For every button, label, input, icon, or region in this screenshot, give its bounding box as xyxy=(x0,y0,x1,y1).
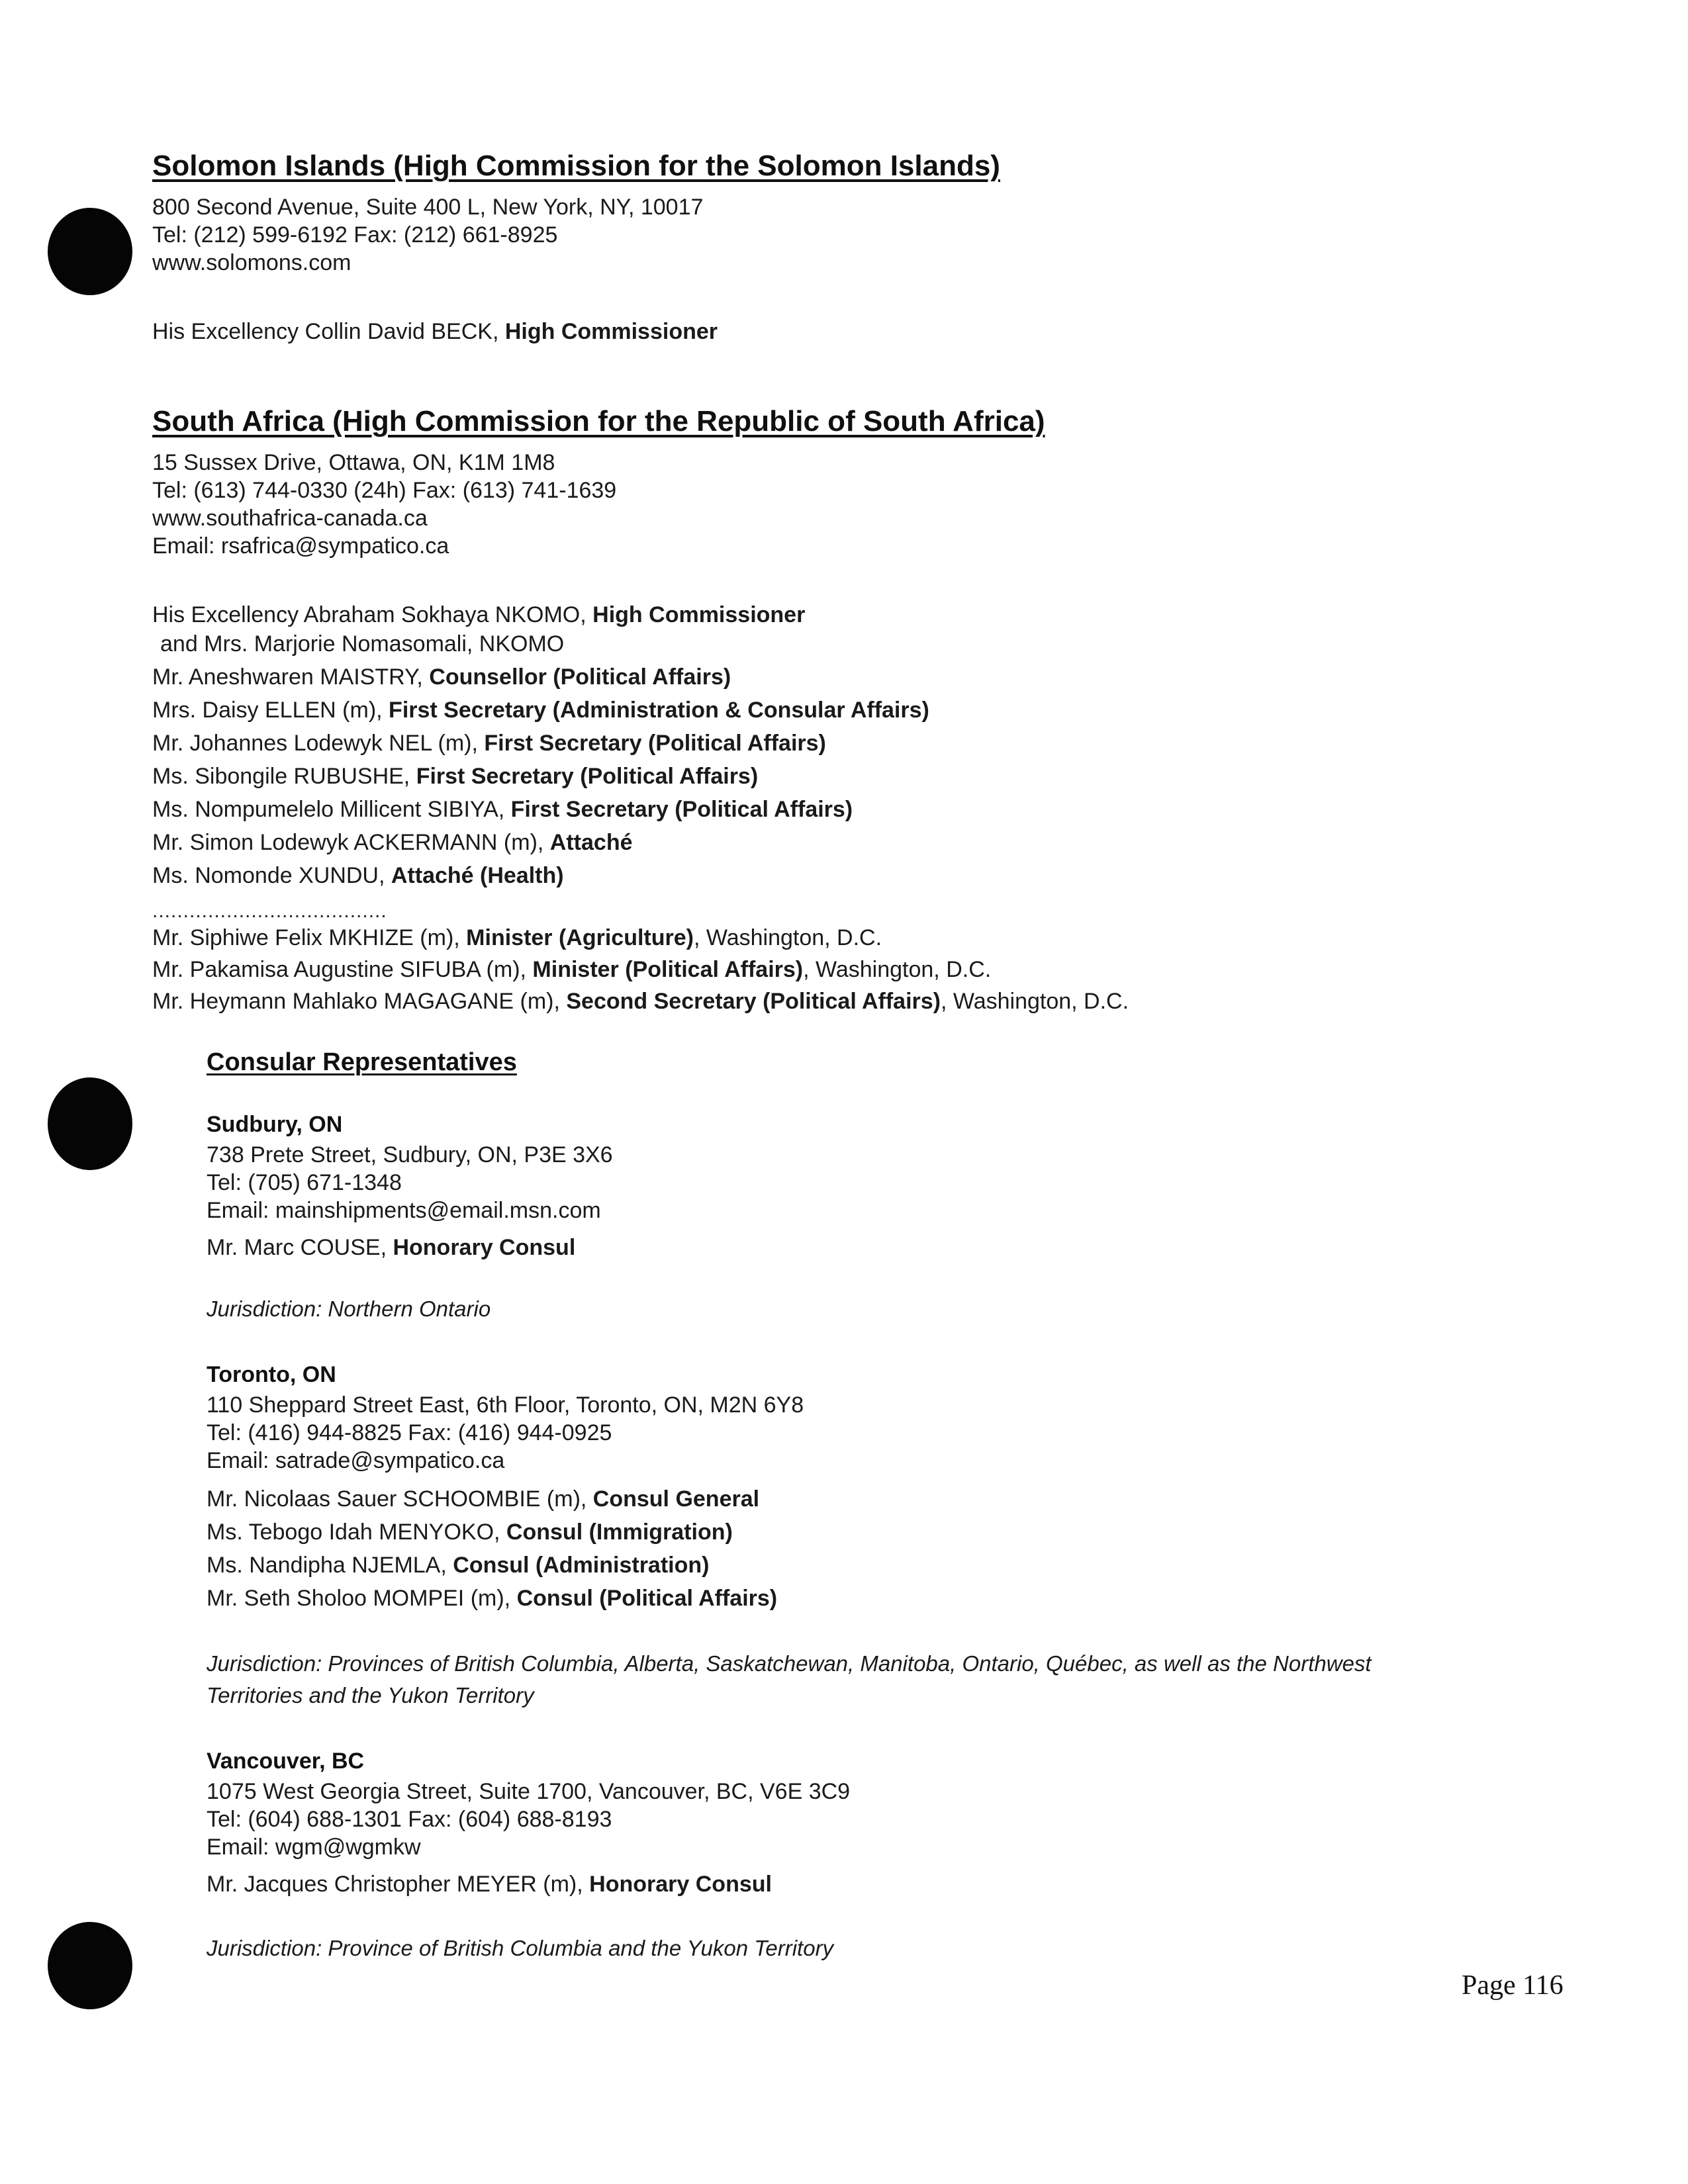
staff-row xyxy=(152,862,564,889)
person-title: Attaché xyxy=(549,830,633,855)
person-name: Mr. Johannes Lodewyk NEL (m), xyxy=(152,731,485,756)
office-email: Email: mainshipments@email.msn.com xyxy=(207,1198,601,1223)
south-africa-heading: South Africa (High Commission for the Republic of South Africa) xyxy=(152,405,1045,437)
person-title: Minister (Political Affairs) xyxy=(532,957,804,982)
person-title: Minister (Agriculture) xyxy=(466,925,694,950)
person-name: Mr. Aneshwaren MAISTRY, xyxy=(152,664,430,690)
person-title: Honorary Consul xyxy=(589,1872,772,1897)
office-tel: Tel: (705) 671-1348 xyxy=(207,1170,402,1195)
person-location: , Washington, D.C. xyxy=(803,957,992,982)
solomon-address: 800 Second Avenue, Suite 400 L, New York, NY, 10017 xyxy=(152,195,704,220)
person-name: Ms. Nompumelelo Millicent SIBIYA, xyxy=(152,797,511,822)
person-name: Mr. Simon Lodewyk ACKERMANN (m), xyxy=(152,830,550,855)
consular-heading: Consular Representatives xyxy=(207,1048,517,1076)
person-title: High Commissioner xyxy=(504,319,718,344)
office-tel: Tel: (416) 944-8825 Fax: (416) 944-0925 xyxy=(207,1420,612,1445)
staff-row xyxy=(152,829,633,856)
person-title: First Secretary (Political Affairs) xyxy=(484,731,826,756)
solomon-tel-fax: Tel: (212) 599-6192 Fax: (212) 661-8925 xyxy=(152,222,558,248)
person-title: Counsellor (Political Affairs) xyxy=(429,664,731,690)
office-jurisdiction: Jurisdiction: Northern Ontario xyxy=(207,1297,491,1321)
office-person xyxy=(207,1518,733,1546)
person-title: Attaché (Health) xyxy=(391,863,564,888)
staff-row xyxy=(152,956,991,983)
office-person xyxy=(207,1870,772,1898)
staff-row xyxy=(152,987,1129,1015)
separator-dots: ...................................... xyxy=(152,900,387,922)
person-name: Mr. Jacques Christopher MEYER (m), xyxy=(207,1872,590,1897)
person-name: Mr. Siphiwe Felix MKHIZE (m), xyxy=(152,925,467,950)
south-africa-tel-fax: Tel: (613) 744-0330 (24h) Fax: (613) 741-1639 xyxy=(152,478,617,503)
page-number: Page 116 xyxy=(1462,1970,1564,2001)
office-person xyxy=(207,1234,575,1261)
staff-row xyxy=(152,796,853,823)
south-africa-email: Email: rsafrica@sympatico.ca xyxy=(152,533,449,559)
office-person xyxy=(207,1584,777,1612)
person-title: Consul (Political Affairs) xyxy=(516,1586,778,1611)
office-email: Email: satrade@sympatico.ca xyxy=(207,1448,505,1473)
binder-hole-middle xyxy=(48,1077,132,1170)
south-africa-address: 15 Sussex Drive, Ottawa, ON, K1M 1M8 xyxy=(152,450,555,475)
south-africa-spouse: and Mrs. Marjorie Nomasomali, NKOMO xyxy=(160,631,565,657)
person-name: Mr. Heymann Mahlako MAGAGANE (m), xyxy=(152,989,567,1014)
office-city: Sudbury, ON xyxy=(207,1112,343,1137)
person-title: First Secretary (Administration & Consular Affairs) xyxy=(389,698,929,723)
person-location: , Washington, D.C. xyxy=(940,989,1129,1014)
office-person xyxy=(207,1485,759,1513)
staff-row xyxy=(152,663,731,691)
person-title: Consul General xyxy=(592,1486,760,1512)
person-name: His Excellency Collin David BECK, xyxy=(152,319,505,344)
office-jurisdiction: Jurisdiction: Provinces of British Columbia, Alberta, Saskatchewan, Manitoba, Ontario, Québec, as well as the Northwest xyxy=(207,1651,1372,1676)
person-title: First Secretary (Political Affairs) xyxy=(510,797,853,822)
person-name: Ms. Sibongile RUBUSHE, xyxy=(152,764,416,789)
office-city: Vancouver, BC xyxy=(207,1749,365,1774)
person-title: First Secretary (Political Affairs) xyxy=(416,764,759,789)
person-name: Mr. Marc COUSE, xyxy=(207,1235,393,1260)
person-name: Mr. Pakamisa Augustine SIFUBA (m), xyxy=(152,957,533,982)
office-city: Toronto, ON xyxy=(207,1362,336,1387)
person-name: Mr. Seth Sholoo MOMPEI (m), xyxy=(207,1586,517,1611)
office-jurisdiction: Jurisdiction: Province of British Columbia and the Yukon Territory xyxy=(207,1936,834,1960)
person-name: Mrs. Daisy ELLEN (m), xyxy=(152,698,389,723)
office-address: 1075 West Georgia Street, Suite 1700, Vancouver, BC, V6E 3C9 xyxy=(207,1779,851,1804)
staff-row xyxy=(152,729,826,757)
solomon-heading: Solomon Islands (High Commission for the Solomon Islands) xyxy=(152,150,1000,182)
solomon-head-of-mission xyxy=(152,318,718,345)
office-jurisdiction-continued: Territories and the Yukon Territory xyxy=(207,1683,534,1707)
office-address: 110 Sheppard Street East, 6th Floor, Toronto, ON, M2N 6Y8 xyxy=(207,1392,804,1418)
person-name: Ms. Nomonde XUNDU, xyxy=(152,863,391,888)
person-title: Consul (Immigration) xyxy=(506,1520,733,1545)
person-name: Ms. Nandipha NJEMLA, xyxy=(207,1553,453,1578)
person-title: High Commissioner xyxy=(592,602,806,627)
office-address: 738 Prete Street, Sudbury, ON, P3E 3X6 xyxy=(207,1142,613,1167)
office-email: Email: wgm@wgmkw xyxy=(207,1835,421,1860)
person-name: His Excellency Abraham Sokhaya NKOMO, xyxy=(152,602,593,627)
office-person xyxy=(207,1551,709,1579)
person-title: Second Secretary (Political Affairs) xyxy=(566,989,941,1014)
staff-row xyxy=(152,696,929,724)
binder-hole-top xyxy=(48,208,132,295)
person-title: Honorary Consul xyxy=(393,1235,576,1260)
office-tel: Tel: (604) 688-1301 Fax: (604) 688-8193 xyxy=(207,1807,612,1832)
staff-row xyxy=(152,762,758,790)
person-title: Consul (Administration) xyxy=(453,1553,710,1578)
person-location: , Washington, D.C. xyxy=(693,925,882,950)
south-africa-head-of-mission xyxy=(152,601,805,629)
staff-row xyxy=(152,924,882,952)
binder-hole-bottom xyxy=(48,1922,132,2009)
solomon-website: www.solomons.com xyxy=(152,250,352,275)
person-name: Ms. Tebogo Idah MENYOKO, xyxy=(207,1520,506,1545)
south-africa-website: www.southafrica-canada.ca xyxy=(152,506,428,531)
person-name: Mr. Nicolaas Sauer SCHOOMBIE (m), xyxy=(207,1486,593,1512)
